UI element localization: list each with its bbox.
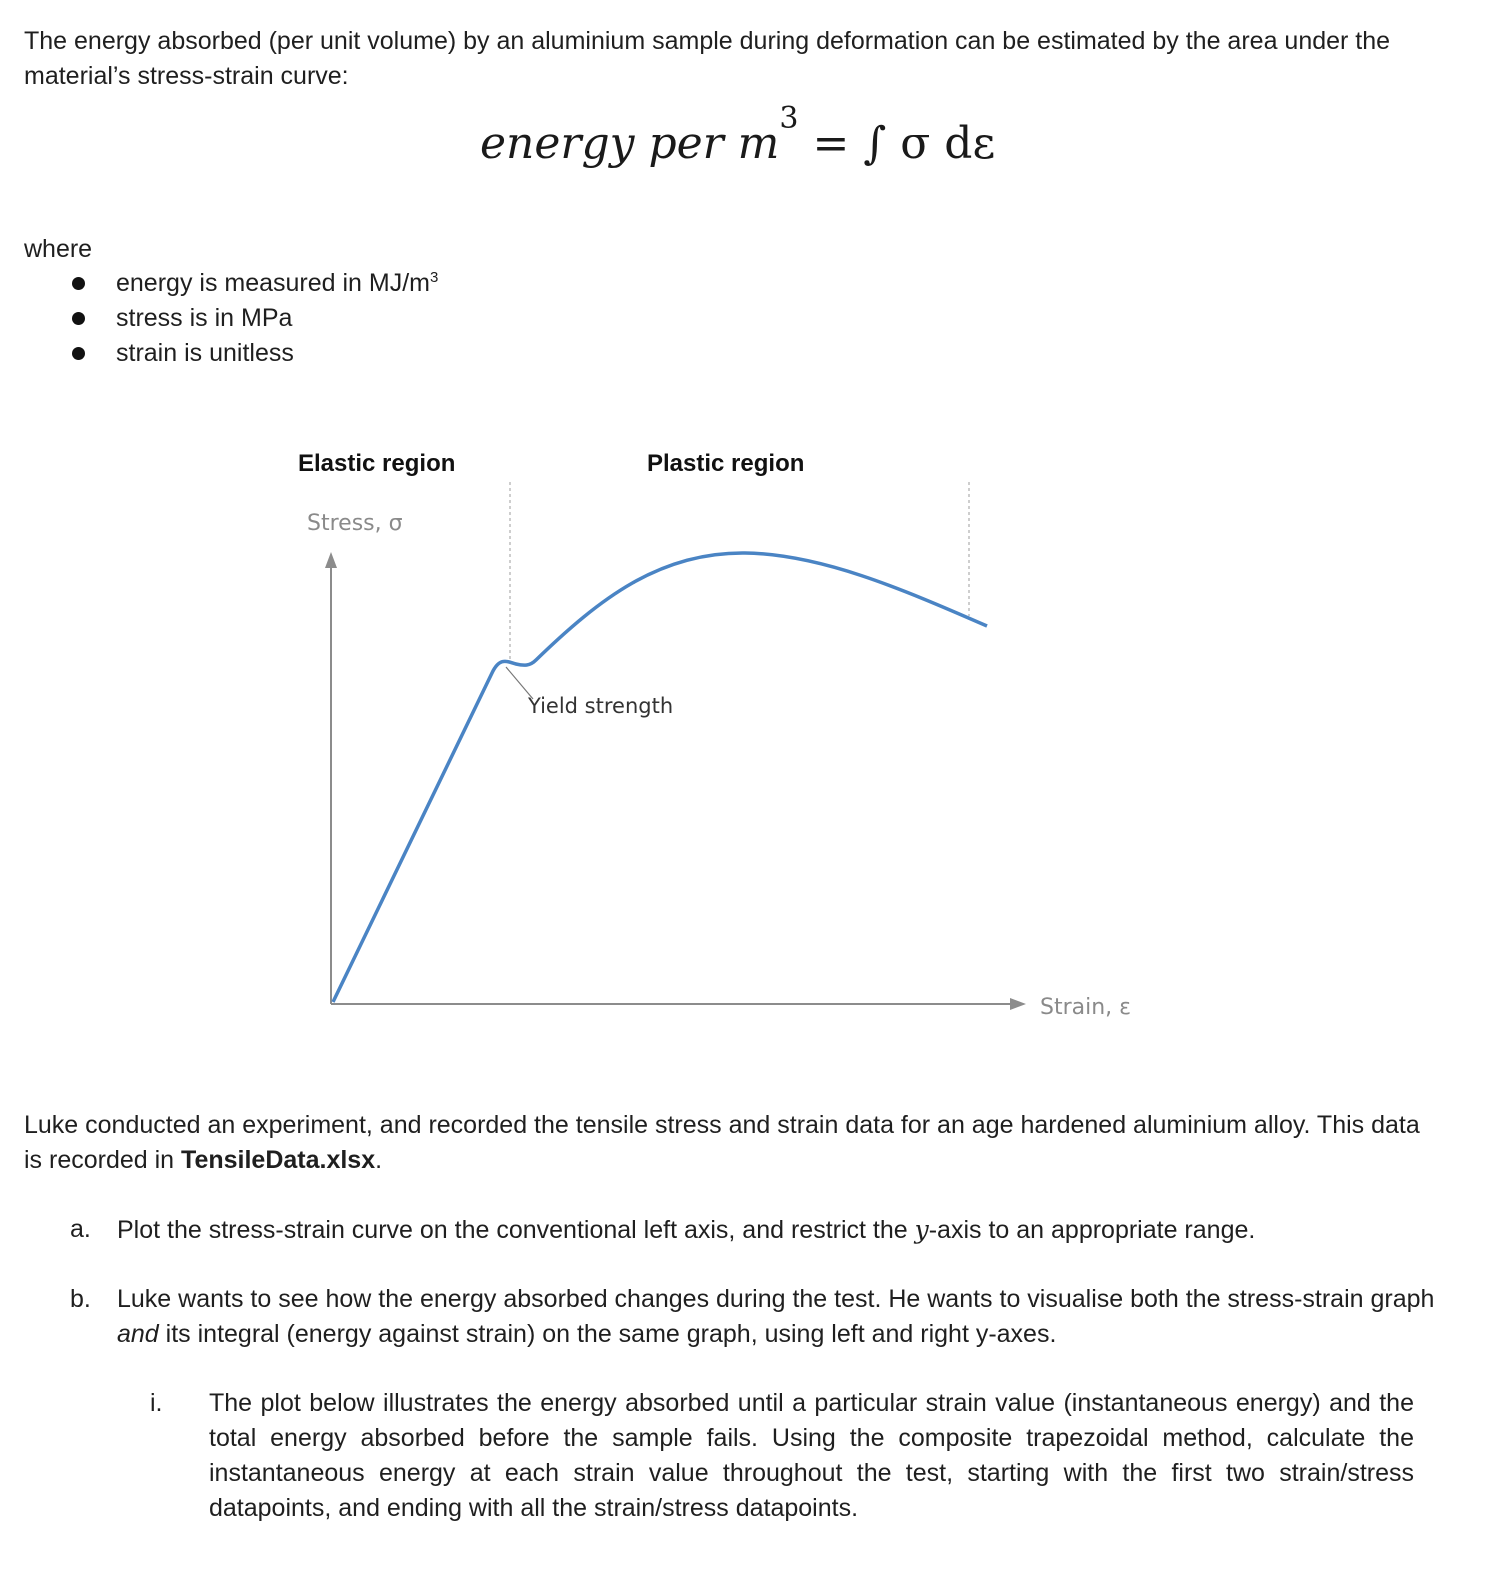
- intro-paragraph: The energy absorbed (per unit volume) by an aluminium sample during deformation can be estimated by the area under the material’s stress-strain curve:: [24, 27, 1391, 90]
- question-b-emphasis: and: [117, 1320, 159, 1348]
- bullet-icon: [72, 277, 85, 290]
- list-item-text: stress is in MPa: [116, 304, 293, 332]
- yield-strength-annotation: Yield strength: [528, 694, 674, 718]
- question-a-text-end: -axis to an appropriate range.: [928, 1216, 1256, 1244]
- list-item-text: strain is unitless: [116, 339, 294, 367]
- bullet-icon: [72, 347, 85, 360]
- equation-superscript: 3: [779, 101, 799, 136]
- energy-equation: [480, 101, 996, 169]
- question-b-text-start: Luke wants to see how the energy absorbed changes during the test. He wants to visualise both the stress-strain graph: [117, 1285, 1435, 1313]
- question-a-variable: y: [914, 1215, 929, 1244]
- question-b-text: [117, 1282, 1447, 1352]
- question-a-label: a.: [70, 1215, 91, 1243]
- equation-lhs: energy per m: [480, 118, 780, 169]
- question-b-label: b.: [70, 1285, 91, 1313]
- question-i-label: i.: [150, 1389, 163, 1417]
- question-a-text-start: Plot the stress-strain curve on the conventional left axis, and restrict the: [117, 1216, 915, 1244]
- y-axis-label: Stress, σ: [307, 511, 403, 536]
- experiment-text-end: .: [375, 1146, 383, 1174]
- y-axis-arrow-icon: [325, 552, 337, 568]
- where-label: where: [24, 235, 93, 263]
- question-i-text: The plot below illustrates the energy absorbed until a particular strain value (instantaneous energy) and the total energy absorbed before the sample fails. Using the composite trapezoidal method, calculate the instantaneous energy at each strain value throughout the test, starting with the first two strain/stress datapoints, and ending with all the strain/stress datapoints.: [209, 1389, 1414, 1522]
- x-axis-label: Strain, ε: [1040, 995, 1132, 1020]
- bullet-icon: [72, 312, 85, 325]
- equation-rhs: = ∫ σ dε: [798, 118, 996, 169]
- list-item-text: energy is measured in MJ/m: [116, 269, 431, 297]
- elastic-region-label: Elastic region: [298, 450, 456, 477]
- x-axis-arrow-icon: [1010, 998, 1026, 1010]
- question-b-text-end: its integral (energy against strain) on the same graph, using left and right y-axes.: [158, 1320, 1057, 1348]
- experiment-paragraph: [24, 1108, 1444, 1178]
- experiment-text: Luke conducted an experiment, and recorded the tensile stress and strain data for an age hardened aluminium alloy. This data is recorded in: [24, 1111, 1420, 1174]
- question-a-text: [117, 1212, 1447, 1248]
- stress-strain-diagram: [0, 430, 1486, 1070]
- stress-strain-curve: [333, 553, 987, 1002]
- list-item-superscript: 3: [430, 269, 439, 286]
- data-filename: TensileData.xlsx: [181, 1146, 376, 1174]
- plastic-region-label: Plastic region: [647, 450, 805, 477]
